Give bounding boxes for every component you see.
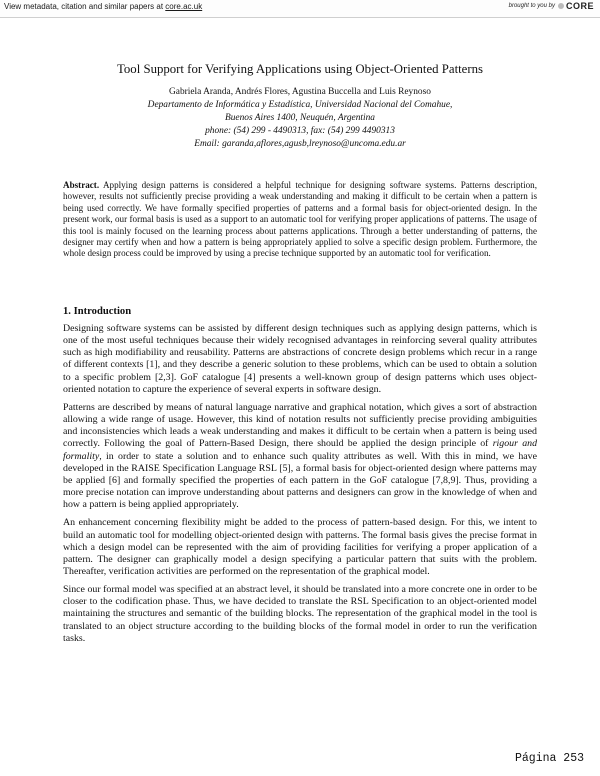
metadata-text: View metadata, citation and similar papers at [4, 2, 166, 11]
abstract-text: Applying design patterns is considered a helpful technique for designing software systems. Patterns description, however, results not sufficiently precise providing a weak understanding and making it difficult to be certain when a pattern is being used correctly. We have formally specified properties of patterns and a formal basis for object-oriented design. In the present work, our formal basis is used as a support to an automatic tool for verifying proper applications of patterns. The usage of this tool is mainly focused on the learning process about patterns applications. Through a better understanding of patterns, the designer may certify when and how a pattern is being appropriately applied to solve a specific design problem. Furthermore, the whole design process could be improved by using a precise technique supported by an automatic tool for verification. [63, 180, 537, 259]
core-ac-uk-link[interactable]: core.ac.uk [165, 2, 203, 11]
metadata-link[interactable] [4, 2, 202, 11]
affiliation-line-1: Departamento de Informática y Estadística, Universidad Nacional del Comahue, [147, 100, 453, 110]
email-line: Email: garanda,aflores,agusb,lreynoso@uncoma.edu.ar [194, 139, 406, 149]
paragraph-2-part-a: Patterns are described by means of natural language narrative and graphical notation, which gives a sort of abstraction allowing a wide range of usage. However, this kind of notation results not sufficiently precise providing ambiguities and inconsistencies which leads a weak understanding and makes it difficult to be certain when a pattern is being used correctly. Following the goal of Pattern-Based Design, there should be applied the design principle of [63, 401, 537, 450]
phone-line: phone: (54) 299 - 4490313, fax: (54) 299 4490313 [205, 126, 395, 136]
paragraph-3: An enhancement concerning flexibility might be added to the process of pattern-based design. For this, we intent to build an automatic tool for modelling object-oriented design with patterns. The formal basis gives the precise format in which a design model can be represented with the aim of providing facilities for verifying a proper application of a pattern. The designer can graphically model a design specifying a particular pattern that suits with the problem. Thereafter, verification activities are performed on the representation of the graphical model. [63, 517, 537, 577]
abstract [63, 180, 537, 260]
author-names: Gabriela Aranda, Andrés Flores, Agustina Buccella and Luis Reynoso [169, 87, 431, 97]
section-body [63, 323, 537, 651]
affiliation-line-2: Buenos Aires 1400, Neuquén, Argentina [225, 113, 375, 123]
core-logo-icon [558, 3, 564, 9]
abstract-label: Abstract. [63, 180, 100, 190]
paragraph-1: Designing software systems can be assisted by different design techniques such as applying design patterns, which is one of the most useful techniques because their widely recognised advantages in reinforcing several quality attributes such as high modifiability and reusability. Patterns are abstractions of concrete design problems which recur in a range of different contexts [1], and they describe a generic solution to these problems, which can be used to obtain a solution to a specific problem [2,3]. GoF catalogue [4] presents a well-known group of design patterns which uses object-oriented notation to capture the experience of several experts in software design. [63, 323, 537, 395]
core-brand[interactable] [509, 1, 594, 11]
paragraph-2-part-b: , in order to state a solution and to enhance such quality attributes as well. With this in mind, we have developed in the RAISE Specification Language RSL [5], a formal basis for object-oriented design where patterns may be applied [6] and formally specified the properties of each pattern in the GoF catalogue [7,8,9]. Thus, providing a more precise notation can improve understanding about patterns and designers can grow in the knowledge of when and how a pattern is being applied appropriately. [63, 450, 537, 511]
paragraph-2 [63, 402, 537, 511]
author-block [0, 86, 600, 151]
brought-to-you-text: brought to you by [508, 3, 555, 9]
paragraph-2-emphasis: rigour and formality [63, 438, 538, 462]
core-banner [0, 0, 600, 18]
section-heading: 1. Introduction [63, 306, 132, 317]
paper-title: Tool Support for Verifying Applications using Object-Oriented Patterns [116, 62, 483, 76]
core-logo [558, 1, 594, 11]
page-number: Página 253 [514, 752, 584, 765]
paragraph-4: Since our formal model was specified at an abstract level, it should be translated into a more concrete one in order to be closer to the codification phase. Thus, we have decided to translate the RSL Specification to an object-oriented model maintaining the structures and semantic of the building blocks. The representation of the graphical model in the tool is translated to an object structure according to the building blocks of the formal model in order to run the verification tasks. [63, 584, 537, 644]
core-logo-text: CORE [565, 1, 594, 11]
